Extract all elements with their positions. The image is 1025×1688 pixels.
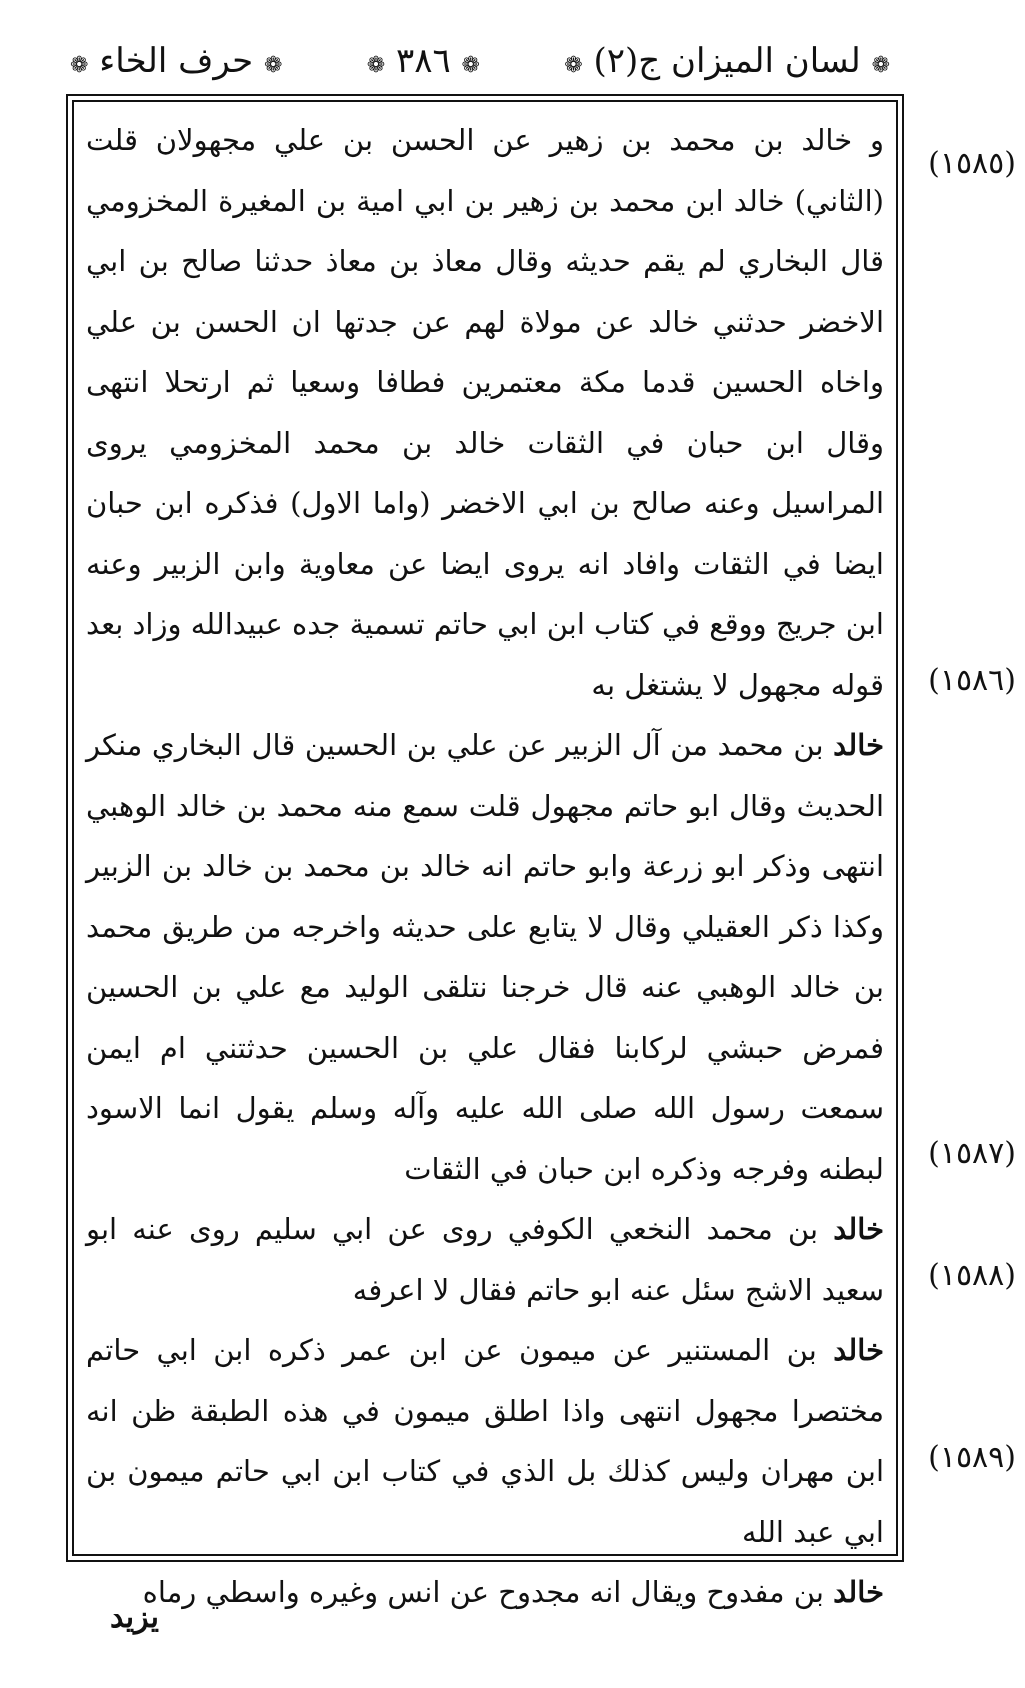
entry-1589	[86, 1562, 884, 1623]
entry-number: (١٥٨٦)	[928, 663, 1016, 698]
section-title	[70, 41, 282, 81]
ornament-icon: ❁	[70, 53, 89, 78]
running-header	[70, 30, 890, 92]
entry-body-text: بن محمد من آل الزبير عن علي بن الحسين قال البخاري منكر الحديث وقال ابو حاتم مجهول قلت سمع منه محمد بن خالد الوهبي انتهى وذكر ابو زرعة وابو حاتم انه خالد بن محمد بن خالد بن الزبير وكذا ذكر العقيلي وقال لا يتابع على حديثه واخرجه من طريق محمد بن خالد الوهبي عنه قال خرجنا نتلقى الوليد مع علي بن الحسين فمرض حبشي لركابنا فقال علي بن الحسين حدثتني ام ايمن سمعت رسول الله صلى الله عليه وآله وسلم يقول انما الاسود لبطنه وفرجه وذكره ابن حبان في الثقات	[86, 728, 884, 1186]
entry-head-word: خالد	[833, 1212, 885, 1246]
ornament-icon: ❁	[366, 53, 386, 78]
page-number-text: ٣٨٦	[395, 41, 451, 81]
entry-number: (١٥٨٧)	[928, 1136, 1016, 1171]
entry-head-word: خالد	[833, 728, 884, 762]
entry-text: و خالد بن محمد بن زهير عن الحسن بن علي مجهولان قلت (الثاني) خالد ابن محمد بن زهير بن ابي امية بن المغيرة المخزومي قال البخاري لم يقم حديثه وقال معاذ بن معاذ حدثنا صالح بن ابي الاخضر حدثني خالد عن مولاة لهم عن جدتها ان الحسن بن علي واخاه الحسين قدما مكة معتمرين فطافا وسعيا ثم ارتحلا انتهى وقال ابن حبان في الثقات خالد بن محمد المخزومي يروى المراسيل وعنه صالح بن ابي الاخضر (واما الاول) فذكره ابن حبان ايضا في الثقات وافاد انه يروى ايضا عن معاوية وابن الزبير وعنه ابن جريج ووقع في كتاب ابن ابي حاتم تسمية جده عبيدالله وزاد بعد قوله مجهول لا يشتغل به	[86, 123, 884, 702]
book-title	[564, 41, 890, 81]
entry-1585	[86, 110, 884, 715]
ornament-icon: ❁	[461, 53, 480, 78]
entry-text	[86, 1320, 884, 1562]
ornament-icon: ❁	[564, 53, 583, 78]
entry-1586	[86, 715, 884, 1199]
text-frame	[72, 100, 898, 1609]
entry-number: (١٥٨٨)	[928, 1258, 1016, 1293]
book-title-text: لسان الميزان ج(٢)	[593, 41, 861, 81]
entry-1587	[86, 1199, 884, 1320]
ornament-icon: ❁	[871, 53, 890, 78]
section-title-text: حرف الخاء	[99, 41, 254, 81]
page-number	[367, 41, 480, 81]
entry-body-text: بن مفدوح ويقال انه مجدوح عن انس وغيره واسطي رماه	[142, 1575, 824, 1609]
entry-1588	[86, 1320, 884, 1562]
entry-text	[86, 1199, 884, 1320]
entries-body	[86, 110, 885, 1609]
entry-body-text: بن محمد النخعي الكوفي روى عن ابي سليم روى عنه ابو سعيد الاشج سئل عنه ابو حاتم فقال لا اعرفه	[86, 1212, 884, 1307]
entry-number: (١٥٨٩)	[928, 1440, 1016, 1475]
entry-body-text: بن المستنير عن ميمون عن ابن عمر ذكره ابن ابي حاتم مختصرا مجهول انتهى واذا اطلق ميمون في هذه الطبقة ظن انه ابن مهران وليس كذلك بل الذي في كتاب ابن ابي حاتم ميمون بن ابي عبد الله	[86, 1333, 884, 1549]
entry-text	[86, 715, 884, 1199]
catchword: يزيد	[110, 1600, 159, 1635]
entry-number: (١٥٨٥)	[928, 146, 1016, 181]
entry-head-word: خالد	[833, 1575, 884, 1609]
entry-number-column	[910, 108, 1020, 1548]
entry-head-word: خالد	[833, 1333, 885, 1367]
entry-text	[86, 1562, 884, 1623]
ornament-icon: ❁	[264, 53, 283, 78]
